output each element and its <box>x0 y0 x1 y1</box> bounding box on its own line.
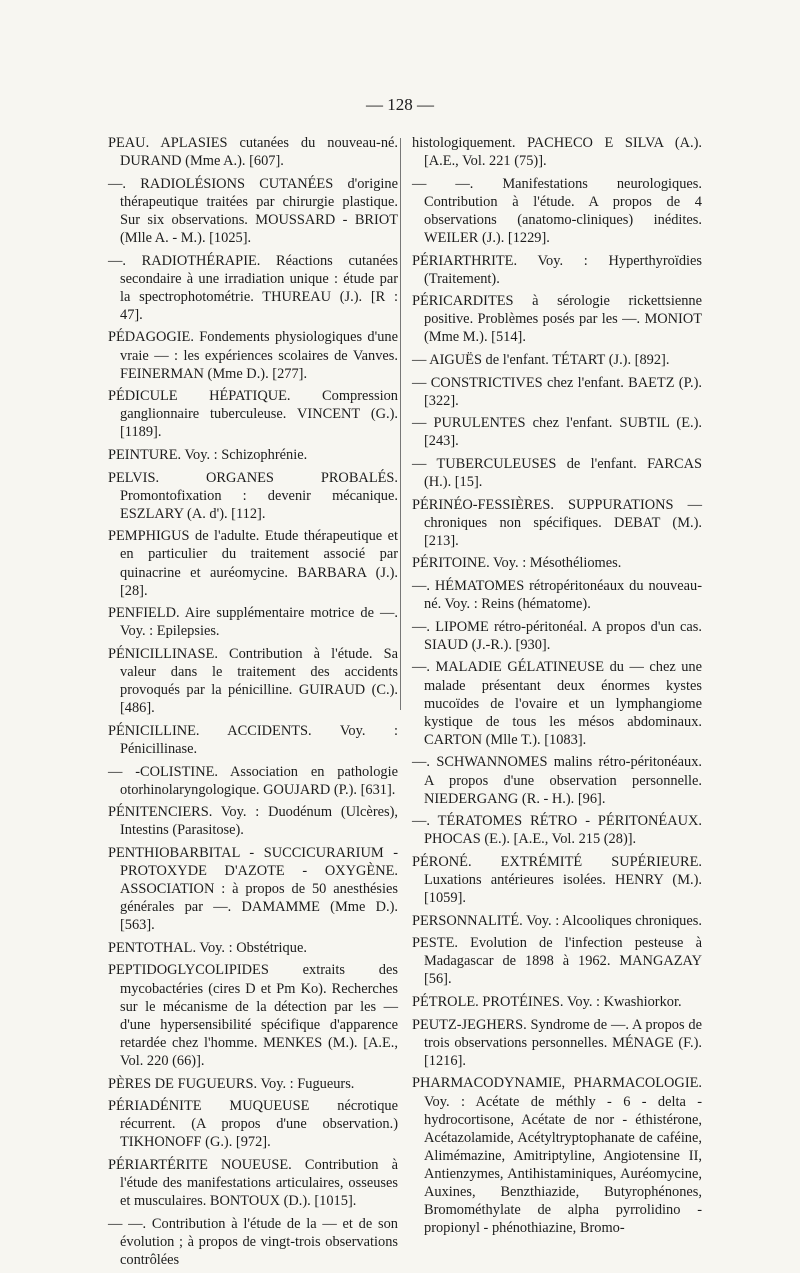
index-entry: PERSONNALITÉ. Voy. : Alcooliques chroniques. <box>412 912 702 929</box>
index-entry: PEUTZ-JEGHERS. Syndrome de —. A propos de trois observations personnelles. MÉNAGE (F.). [1216]. <box>412 1016 702 1069</box>
index-entry: PÉRIARTÉRITE NOUEUSE. Contribution à l'étude des manifestations articulaires, osseuses et musculaires. BONTOUX (D.). [1015]. <box>108 1156 398 1210</box>
index-entry: PÉRIARTHRITE. Voy. : Hyperthyroïdies (Traitement). <box>412 252 702 287</box>
index-entry: — —. Contribution à l'étude de la — et de son évolution ; à propos de vingt-trois observations contrôlées <box>108 1215 398 1268</box>
index-entry: PÉNICILLINE. ACCIDENTS. Voy. : Pénicillinase. <box>108 722 398 757</box>
index-entry: PÉRICARDITES à sérologie rickettsienne positive. Problèmes posés par les —. MONIOT (Mme M.). [514]. <box>412 293 702 346</box>
index-entry: PELVIS. ORGANES PROBALÉS. Promontofixation : devenir mécanique. ESZLARY (A. d'). [112]. <box>108 469 398 522</box>
index-entry: PÈRES DE FUGUEURS. Voy. : Fugueurs. <box>108 1075 355 1092</box>
index-entry: —. LIPOME rétro-péritonéal. A propos d'un cas. SIAUD (J.-R.). [930]. <box>412 618 702 653</box>
index-entry: —. MALADIE GÉLATINEUSE du — chez une malade présentant deux énormes kystes mucoïdes de l'ovaire et un lymphangiome kystique de tous les mésos abdominaux. CARTON (Mlle T.). [1083]. <box>412 659 702 748</box>
index-entry: PENTHIOBARBITAL - SUCCICURARIUM - PROTOXYDE D'AZOTE - OXYGÈNE. ASSOCIATION : à propos de 50 anesthésies générales par —. DAMAMME (Mme D.). [563]. <box>108 844 398 934</box>
index-entry: — PURULENTES chez l'enfant. SUBTIL (E.). [243]. <box>412 415 702 450</box>
index-entry: — -COLISTINE. Association en pathologie otorhinolaryngologique. GOUJARD (P.). [631]. <box>108 763 398 798</box>
index-entry: histologiquement. PACHECO E SILVA (A.). [A.E., Vol. 221 (75)]. <box>412 135 702 170</box>
index-entry: PÉDICULE HÉPATIQUE. Compression ganglionnaire tuberculeuse. VINCENT (G.). [1189]. <box>108 388 398 441</box>
index-entry: PÉRONÉ. EXTRÉMITÉ SUPÉRIEURE. Luxations antérieures isolées. HENRY (M.). [1059]. <box>412 853 702 907</box>
index-entry: —. RADIOLÉSIONS CUTANÉES d'origine thérapeutique traitées par chirurgie plastique. Sur six observations. MOUSSARD - BRIOT (Mlle A. - M.). [1025]. <box>108 175 398 246</box>
index-entry: PEPTIDOGLYCOLIPIDES extraits des mycobactéries (cires D et Pm Ko). Recherches sur le mécanisme de la détection par les — d'une hypersensibilité spécifique d'apparence retardée chez l'homme. MENKES (M.). [A.E., Vol. 220 (66)]. <box>108 962 398 1069</box>
index-entry: PEINTURE. Voy. : Schizophrénie. <box>108 447 308 463</box>
index-entry: PENTOTHAL. Voy. : Obstétrique. <box>108 939 307 956</box>
index-entry: —. SCHWANNOMES malins rétro-péritonéaux. A propos d'une observation personnelle. NIEDERGANG (R. - H.). [96]. <box>412 754 702 807</box>
index-entry: PEAU. APLASIES cutanées du nouveau-né. DURAND (Mme A.). [607]. <box>108 135 398 170</box>
index-entry: PHARMACODYNAMIE, PHARMACOLOGIE. Voy. : Acétate de méthly - 6 - delta - hydrocortisone, Acétate de nor - éthistérone, Acétazolamide, Acétyltryptophanate de caféine, Alimémazine, Amitriptyline, Angiotensine II, Antienzymes, Antihistaminiques, Auréomycine, Auxines, Benzthiazide, Butyrophénones, Bromométhylate de alpha pyrrolidino - propionyl - phénothiazine, Bromo- <box>412 1075 702 1237</box>
index-entry: PÉTROLE. PROTÉINES. Voy. : Kwashiorkor. <box>412 994 682 1011</box>
index-entry: — CONSTRICTIVES chez l'enfant. BAETZ (P.). [322]. <box>412 374 702 409</box>
index-entry: PEMPHIGUS de l'adulte. Etude thérapeutique et en particulier du traitement associé par quinacrine et auréomycine. BARBARA (J.). [28]. <box>108 528 398 599</box>
index-entry: —. TÉRATOMES RÉTRO - PÉRITONÉAUX. PHOCAS (E.). [A.E., Vol. 215 (28)]. <box>412 813 702 848</box>
index-entry: PENFIELD. Aire supplémentaire motrice de —. Voy. : Epilepsies. <box>108 605 398 640</box>
index-entry: PESTE. Evolution de l'infection pesteuse à Madagascar de 1898 à 1962. MANGAZAY [56]. <box>412 935 702 988</box>
index-entry: — AIGUËS de l'enfant. TÉTART (J.). [892]. <box>412 352 670 369</box>
column-divider <box>400 138 401 710</box>
index-entry: PÉNICILLINASE. Contribution à l'étude. Sa valeur dans le traitement des accidents provoqués par la pénicilline. GUIRAUD (C.). [486]. <box>108 645 398 717</box>
index-entry: PÉNITENCIERS. Voy. : Duodénum (Ulcères), Intestins (Parasitose). <box>108 804 398 839</box>
right-column <box>412 134 702 1242</box>
index-entry: — TUBERCULEUSES de l'enfant. FARCAS (H.). [15]. <box>412 456 702 491</box>
index-entry: PÉRITOINE. Voy. : Mésothéliomes. <box>412 555 622 572</box>
index-entry: — —. Manifestations neurologiques. Contribution à l'étude. A propos de 4 observations (anatomo-cliniques) inédites. WEILER (J.). [1229]. <box>412 175 702 246</box>
index-entry: —. HÉMATOMES rétropéritonéaux du nouveau-né. Voy. : Reins (hématome). <box>412 578 702 613</box>
left-column <box>108 134 398 1273</box>
index-entry: PÉRINÉO-FESSIÈRES. SUPPURATIONS — chroniques non spécifiques. DEBAT (M.). [213]. <box>412 496 702 549</box>
index-entry: PÉRIADÉNITE MUQUEUSE nécrotique récurrent. (A propos d'une observation.) TIKHONOFF (G.). [972]. <box>108 1098 398 1151</box>
index-entry: PÉDAGOGIE. Fondements physiologiques d'une vraie — : les expériences scolaires de Vanves. FEINERMAN (Mme D.). [277]. <box>108 329 398 382</box>
page-number: — 128 — <box>366 95 434 114</box>
index-entry: —. RADIOTHÉRAPIE. Réactions cutanées secondaire à une irradiation unique : étude par la spectrophotométrie. THUREAU (J.). [R : 47]. <box>108 252 398 323</box>
